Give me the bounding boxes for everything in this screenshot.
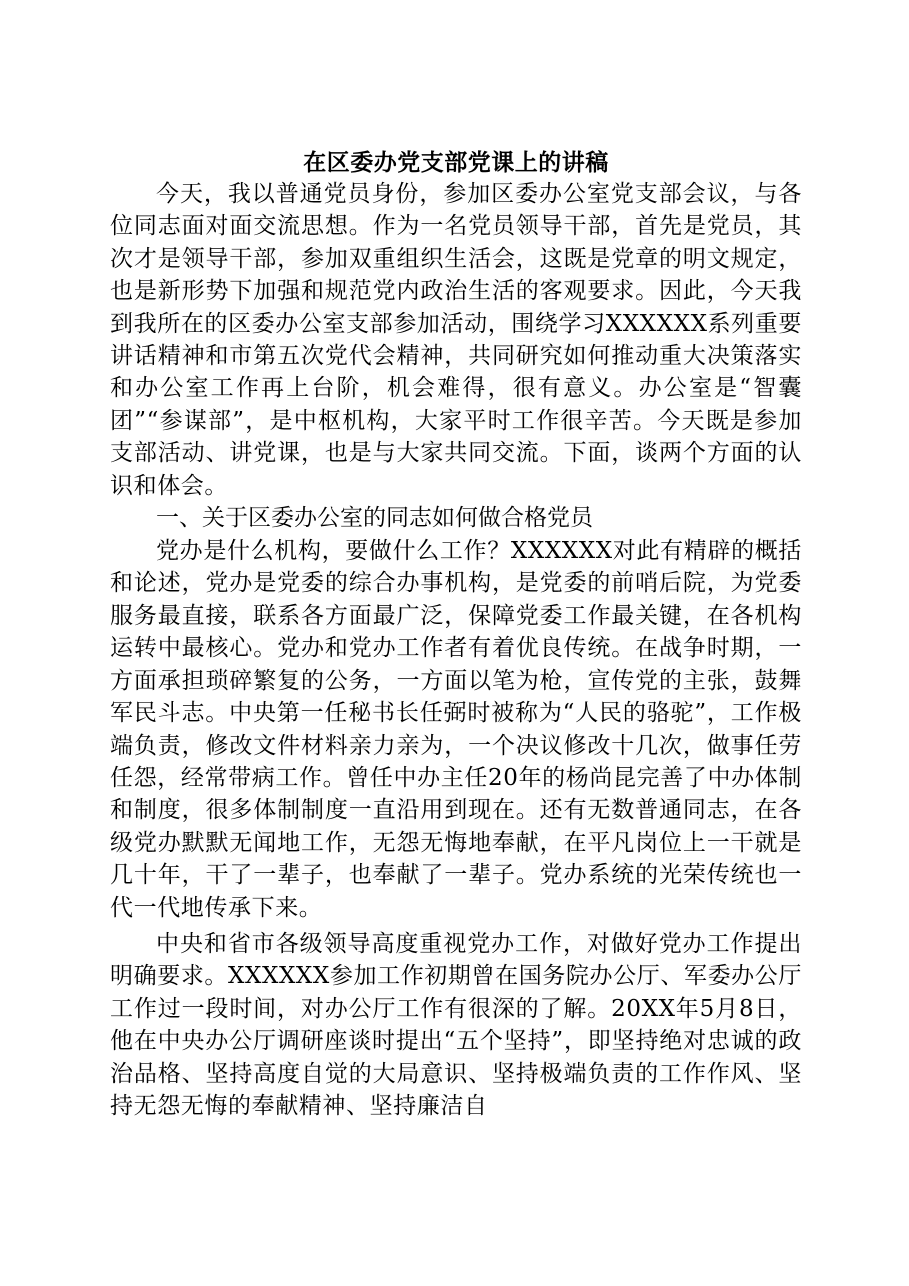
section-heading-1: 一、关于区委办公室的同志如何做合格党员 (156, 505, 593, 532)
paragraph-party-office: 党办是什么机构，要做什么工作？XXXXXX对此有精辟的概括和论述，党办是党委的综合办事机构，是党委的前哨后院，为党委服务最直接，联系各方面最广泛，保障党委工作最关键，在各机构运转中最核心。党办和党办工作者有着优良传统。在战争时期，一方面承担琐碎繁复的公务，一方面以笔为枪，宣传党的主张，鼓舞军民斗志。中央第一任秘书长任弼时被称为“人民的骆驼”，工作极端负责，修改文件材料亲力亲为，一个决议修改十几次，做事任劳任怨，经常带病工作。曾任中办主任20年的杨尚昆完善了中办体制和制度，很多体制制度一直沿用到现在。还有无数普通同志，在各级党办默默无闻地工作，无怨无悔地奉献，在平凡岗位上一干就是几十年，干了一辈子，也奉献了一辈子。党办系统的光荣传统也一代一代地传承下来。 (110, 538, 802, 921)
paragraph-leadership-requirements: 中央和省市各级领导高度重视党办工作，对做好党办工作提出明确要求。XXXXXX参加工作初期曾在国务院办公厅、军委办公厅工作过一段时间，对办公厅工作有很深的了解。20XX年5月8日，他在中央办公厅调研座谈时提出“五个坚持”，即坚持绝对忠诚的政治品格、坚持高度自觉的大局意识、坚持极端负责的工作作风、坚持无怨无悔的奉献精神、坚持廉洁自 (110, 930, 802, 1119)
document-body (110, 147, 802, 1122)
document-title: 在区委办党支部党课上的讲稿 (303, 149, 609, 176)
paragraph-intro: 今天，我以普通党员身份，参加区委办公室党支部会议，与各位同志面对面交流思想。作为一名党员领导干部，首先是党员，其次才是领导干部，参加双重组织生活会，这既是党章的明文规定，也是新形势下加强和规范党内政治生活的客观要求。因此，今天我到我所在的区委办公室支部参加活动，围绕学习XXXXXX系列重要讲话精神和市第五次党代会精神，共同研究如何推动重大决策落实和办公室工作再上台阶，机会难得，很有意义。办公室是“智囊团”“参谋部”，是中枢机构，大家平时工作很辛苦。今天既是参加支部活动、讲党课，也是与大家共同交流。下面，谈两个方面的认识和体会。 (110, 181, 802, 499)
